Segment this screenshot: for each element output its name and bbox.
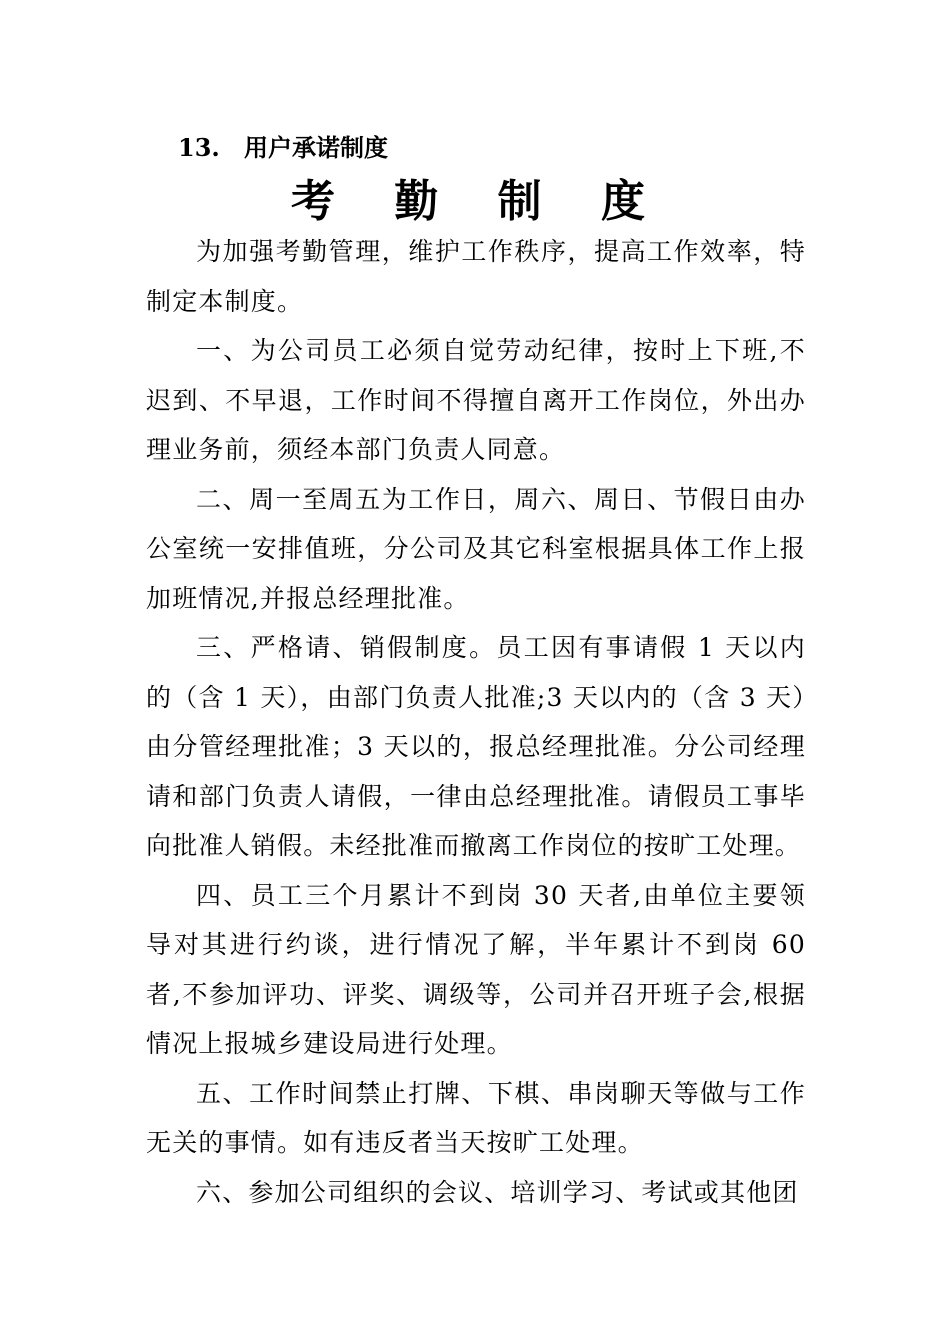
paragraph-rule-3: 三、严格请、销假制度。员工因有事请假 1 天以内的（含 1 天），由部门负责人批准;3 天以内的（含 3 天）由分管经理批准；3 天以的，报总经理批准。分公司经理请和部门负责人请假，一律由总经理批准。请假员工事毕向批准人销假。未经批准而撤离工作岗位的按旷工处理。 bbox=[146, 633, 806, 860]
section-number: 13. bbox=[178, 133, 220, 162]
paragraph-rule-6: 六、参加公司组织的会议、培训学习、考试或其他团 bbox=[196, 1177, 799, 1207]
paragraph-rule-2: 二、周一至周五为工作日，周六、周日、节假日由办公室统一安排值班，分公司及其它科室根据具体工作上报加班情况,并报总经理批准。 bbox=[146, 484, 806, 613]
document-title: 考 勤 制 度 bbox=[291, 176, 667, 227]
paragraph-rule-1: 一、为公司员工必须自觉劳动纪律，按时上下班,不迟到、不早退，工作时间不得擅自离开工作岗位，外出办理业务前，须经本部门负责人同意。 bbox=[146, 336, 806, 464]
section-title: 用户承诺制度 bbox=[244, 133, 388, 162]
paragraph-rule-5: 五、工作时间禁止打牌、下棋、串岗聊天等做与工作无关的事情。如有违反者当天按旷工处理。 bbox=[146, 1078, 806, 1157]
document-body bbox=[146, 227, 806, 1217]
section-heading bbox=[178, 130, 388, 166]
paragraph-intro: 为加强考勤管理，维护工作秩序，提高工作效率，特制定本制度。 bbox=[146, 237, 806, 316]
paragraph-rule-4: 四、员工三个月累计不到岗 30 天者,由单位主要领导对其进行约谈，进行情况了解，半年累计不到岗 60 者,不参加评功、评奖、调级等，公司并召开班子会,根据情况上报城乡建设局进行处理。 bbox=[146, 880, 806, 1058]
